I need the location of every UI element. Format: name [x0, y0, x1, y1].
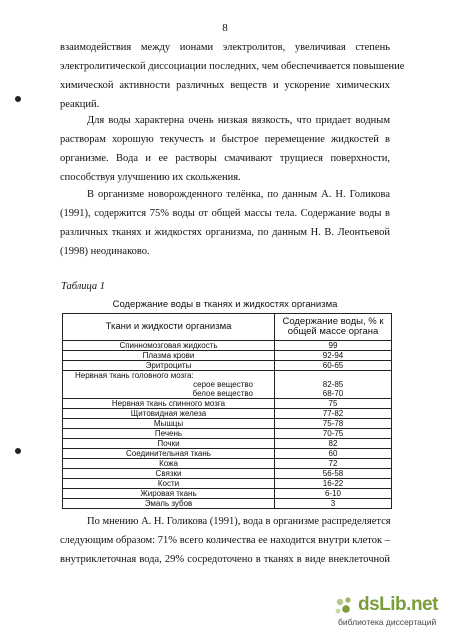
margin-dot-2 — [15, 448, 21, 454]
table-row — [63, 439, 392, 449]
water-value: 75 — [275, 399, 392, 409]
text-line: (1991), содержится 75% воды от общей массы тела. Содержание воды в — [60, 208, 390, 219]
tissue-subname: белое вещество — [192, 389, 253, 398]
tissue-name: Связки — [63, 469, 275, 479]
tissue-name: Кожа — [63, 459, 275, 469]
table-row — [63, 479, 392, 489]
water-value: 60 — [275, 449, 392, 459]
table-row — [63, 399, 392, 409]
tissue-name: Спинномозговая жидкость — [63, 341, 275, 351]
water-value: 3 — [275, 499, 392, 509]
page-number: 8 — [222, 22, 228, 34]
table-row — [63, 419, 392, 429]
column-header-water-content: Содержание воды, % к общей массе органа — [275, 314, 392, 341]
water-value: 92-94 — [275, 351, 392, 361]
tissue-name: Кости — [63, 479, 275, 489]
table-caption: Содержание воды в тканях и жидкостях организма — [112, 299, 338, 310]
text-line: организме. Вода и ее растворы смачивают трущиеся поверхности, — [60, 153, 390, 164]
water-value: 16-22 — [275, 479, 392, 489]
paragraph-1 — [60, 38, 405, 114]
table-row — [63, 459, 392, 469]
text-line: различных тканях и жидкостях организма, по данным Н. В. Леонтьевой — [60, 227, 390, 238]
tissue-name: Нервная ткань спинного мозга — [63, 399, 275, 409]
text-line: внутриклеточная вода, 29% сосредоточено в тканях в виде внеклеточной — [60, 554, 390, 565]
table-row — [63, 341, 392, 351]
table-row — [63, 361, 392, 371]
text-line: химической активности различных веществ и ускорение химических — [60, 80, 390, 91]
water-value: 60-65 — [275, 361, 392, 371]
paragraph-4 — [60, 512, 390, 569]
dslib-watermark[interactable] — [330, 592, 442, 632]
text-line: По мнению А. Н. Голикова (1991), вода в организме распределяется — [87, 516, 391, 527]
text-line: реакций. — [60, 99, 100, 110]
dslib-logo-icon — [332, 594, 356, 618]
paragraph-3 — [60, 185, 390, 261]
tissue-name: Печень — [63, 429, 275, 439]
margin-dot-1 — [15, 96, 21, 102]
water-value: 77-82 — [275, 409, 392, 419]
water-value: 82 — [275, 439, 392, 449]
text-line: растворам хорошую текучесть и быстрое перемещение жидкостей в — [60, 134, 390, 145]
text-line: способствуя улучшению их скольжения. — [60, 172, 241, 183]
water-value: 56-58 — [275, 469, 392, 479]
tissue-name: Соединительная ткань — [63, 449, 275, 459]
tissue-group-name: Нервная ткань головного мозга: — [75, 371, 194, 380]
text-line: взаимодействия между ионами электролитов, увеличивая степень — [60, 42, 390, 53]
water-value: 99 — [275, 341, 392, 351]
table-row — [63, 409, 392, 419]
water-value — [275, 371, 392, 399]
table-row — [63, 429, 392, 439]
text-line: В организме новорожденного телёнка, по данным А. Н. Голикова — [87, 189, 390, 200]
water-value: 70-75 — [275, 429, 392, 439]
tissue-name: Эмаль зубов — [63, 499, 275, 509]
water-subvalue: 82-85 — [322, 380, 344, 389]
tissue-name: Щитовидная железа — [63, 409, 275, 419]
table-row — [63, 351, 392, 361]
text-line: следующим образом: 71% всего количества ее находится внутри клеток – — [60, 535, 390, 546]
table-row — [63, 469, 392, 479]
text-line: Для воды характерна очень низкая вязкость, что придает водным — [87, 115, 390, 126]
table-label: Таблица 1 — [61, 281, 106, 292]
column-header-tissue: Ткани и жидкости организма — [63, 314, 275, 341]
tissue-name: Почки — [63, 439, 275, 449]
table-row — [63, 449, 392, 459]
tissue-name: Плазма крови — [63, 351, 275, 361]
water-subvalue: 68-70 — [322, 389, 344, 398]
table-header-row — [63, 314, 392, 341]
water-content-table — [62, 313, 392, 509]
text-line: (1998) неодинаково. — [60, 246, 150, 257]
tissue-name: Эритроциты — [63, 361, 275, 371]
table-row — [63, 489, 392, 499]
water-value: 72 — [275, 459, 392, 469]
watermark-site-name: dsLib.net — [358, 594, 438, 615]
paragraph-2 — [60, 111, 390, 187]
tissue-name: Жировая ткань — [63, 489, 275, 499]
water-value: 75-78 — [275, 419, 392, 429]
watermark-tagline: библиотека диссертаций — [338, 617, 437, 627]
table-row — [63, 371, 392, 399]
text-line: электролитической диссоциации последних, чем обеспечивается повышение — [60, 61, 405, 72]
tissue-name: Мышцы — [63, 419, 275, 429]
table-row — [63, 499, 392, 509]
tissue-name — [63, 371, 275, 399]
water-value: 6-10 — [275, 489, 392, 499]
tissue-subname: серое вещество — [193, 380, 253, 389]
